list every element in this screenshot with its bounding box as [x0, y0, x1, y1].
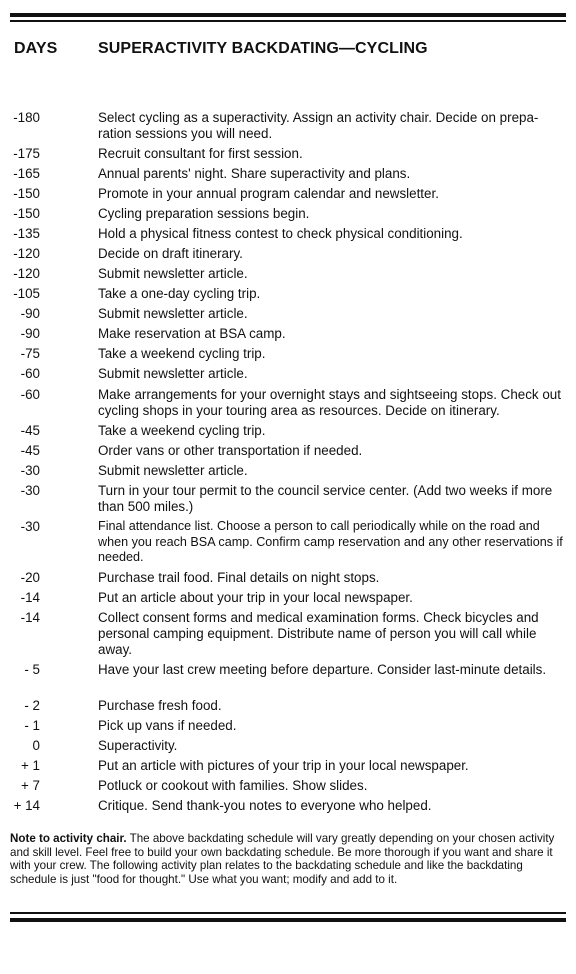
schedule-day: -30: [20, 519, 40, 534]
schedule-task: Collect consent forms and medical examination forms. Check bicycles and personal camping equipment. Distribute name of person you will call while away.: [98, 610, 539, 657]
schedule-day: -14: [20, 610, 40, 625]
schedule-day: -105: [13, 286, 40, 301]
schedule-day: -60: [20, 366, 40, 381]
schedule-task: Select cycling as a superactivity. Assign an activity chair. Decide on prepa-ration sessions you will need.: [98, 110, 539, 141]
note-lead: Note to activity chair.: [10, 832, 127, 845]
schedule-task: Submit newsletter article.: [98, 366, 248, 381]
schedule-day: -90: [20, 326, 40, 341]
schedule-task: Take a one-day cycling trip.: [98, 286, 261, 301]
schedule-day: + 7: [21, 778, 40, 793]
activity-chair-note: [10, 832, 562, 886]
schedule-day: - 5: [24, 662, 40, 677]
bottom-rule-thick: [10, 918, 566, 922]
schedule-day: -30: [20, 463, 40, 478]
schedule-task: Cycling preparation sessions begin.: [98, 206, 310, 221]
schedule-day: 0: [32, 738, 40, 753]
schedule-task: Final attendance list. Choose a person to call periodically while on the road and when you reach BSA camp. Confirm camp reservation and any other reservations if needed.: [98, 519, 563, 564]
top-rule-thin: [10, 20, 566, 22]
schedule-task: Decide on draft itinerary.: [98, 246, 243, 261]
schedule-day: -30: [20, 483, 40, 498]
top-rule-thick: [10, 13, 566, 17]
schedule-task: Superactivity.: [98, 738, 178, 753]
schedule-day: -135: [13, 226, 40, 241]
schedule-task: Turn in your tour permit to the council service center. (Add two weeks if more than 500 miles.): [98, 483, 553, 514]
page-title: SUPERACTIVITY BACKDATING—CYCLING: [98, 40, 428, 57]
schedule-day: -45: [20, 423, 40, 438]
schedule-day: -120: [13, 266, 40, 281]
schedule-task: Take a weekend cycling trip.: [98, 346, 266, 361]
schedule-task: Order vans or other transportation if needed.: [98, 443, 363, 458]
schedule-day: -180: [13, 110, 40, 125]
schedule-task: Purchase fresh food.: [98, 698, 222, 713]
schedule-task: Pick up vans if needed.: [98, 718, 237, 733]
schedule-task: Annual parents' night. Share superactivity and plans.: [98, 166, 411, 181]
schedule-task: Promote in your annual program calendar and newsletter.: [98, 186, 439, 201]
schedule-day: -60: [20, 387, 40, 402]
days-column-header: DAYS: [14, 40, 58, 57]
bottom-rule-thin: [10, 912, 566, 914]
schedule-day: - 1: [24, 718, 40, 733]
schedule-day: -165: [13, 166, 40, 181]
schedule-day: -14: [20, 590, 40, 605]
schedule-day: + 1: [21, 758, 40, 773]
schedule-task: Submit newsletter article.: [98, 306, 248, 321]
schedule-task: Take a weekend cycling trip.: [98, 423, 266, 438]
schedule-day: -90: [20, 306, 40, 321]
schedule-task: Recruit consultant for first session.: [98, 146, 303, 161]
schedule-day: -175: [13, 146, 40, 161]
schedule-task: Potluck or cookout with families. Show slides.: [98, 778, 368, 793]
schedule-task: Make reservation at BSA camp.: [98, 326, 286, 341]
schedule-day: -20: [20, 570, 40, 585]
schedule-day: -75: [20, 346, 40, 361]
schedule-task: Make arrangements for your overnight stays and sightseeing stops. Check out cycling shops in your touring area as resources. Decide on itinerary.: [98, 387, 561, 418]
schedule-task: Put an article about your trip in your local newspaper.: [98, 590, 413, 605]
schedule-task: Hold a physical fitness contest to check physical conditioning.: [98, 226, 463, 241]
schedule-task: Put an article with pictures of your trip in your local newspaper.: [98, 758, 469, 773]
schedule-day: -150: [13, 186, 40, 201]
schedule-task: Have your last crew meeting before departure. Consider last-minute details.: [98, 662, 547, 677]
schedule-day: -120: [13, 246, 40, 261]
schedule-task: Critique. Send thank-you notes to everyone who helped.: [98, 798, 432, 813]
note-body: The above backdating schedule will vary greatly depending on your chosen activity and skill level. Feel free to build your own backdating schedule. Be more thorough if you want and share it with your crew. The following activity plan relates to the backdating schedule and like the backdating schedule is just "food for thought." Use what you want; modify and add to it.: [10, 832, 555, 886]
schedule-day: - 2: [24, 698, 40, 713]
schedule-task: Purchase trail food. Final details on night stops.: [98, 570, 380, 585]
schedule-day: -45: [20, 443, 40, 458]
schedule-task: Submit newsletter article.: [98, 463, 248, 478]
schedule-task: Submit newsletter article.: [98, 266, 248, 281]
schedule-day: + 14: [13, 798, 40, 813]
schedule-day: -150: [13, 206, 40, 221]
